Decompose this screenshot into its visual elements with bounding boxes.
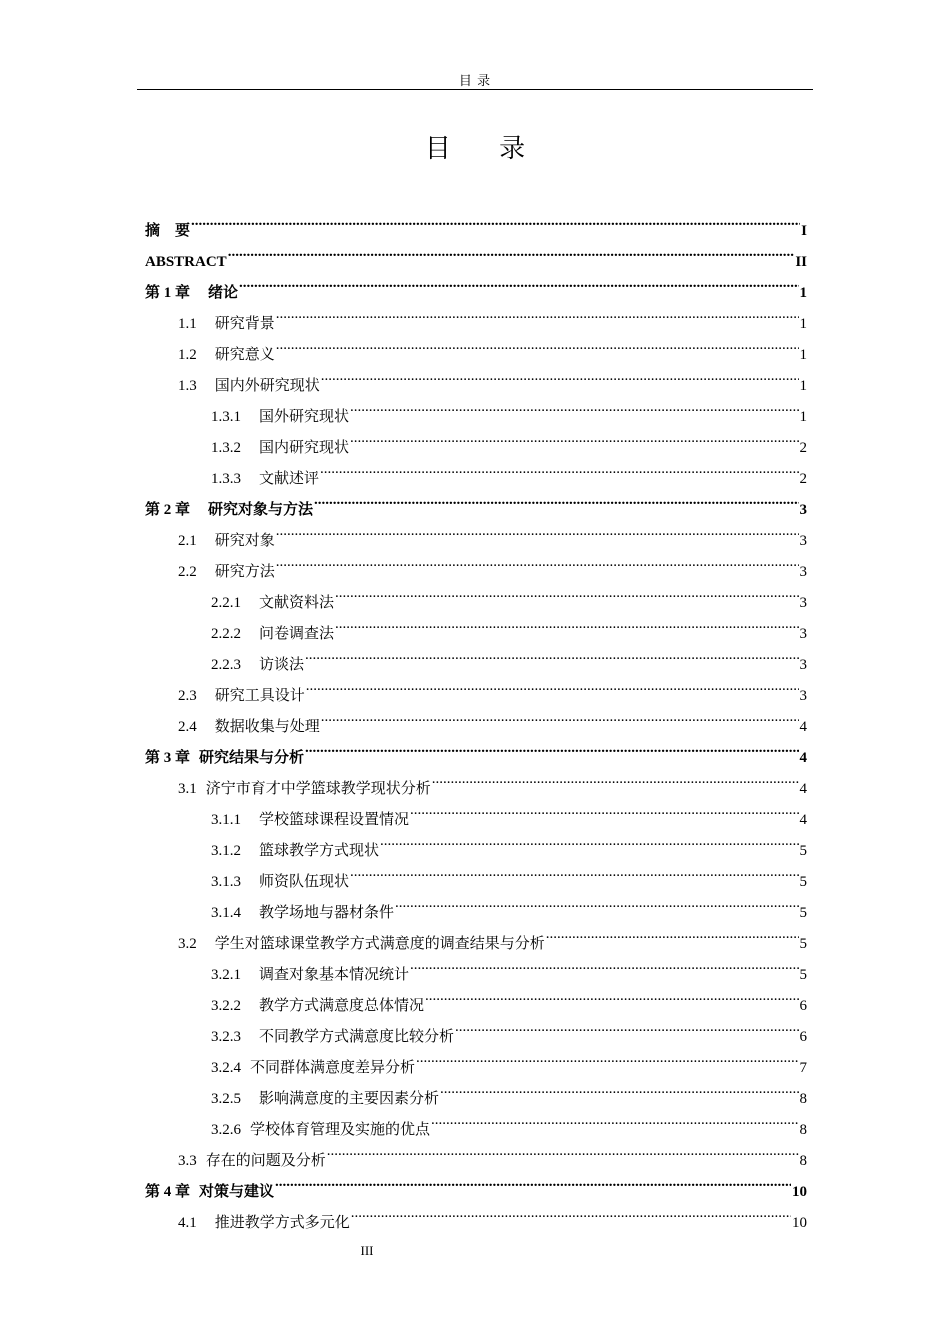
toc-entry-page: 2 <box>799 471 807 487</box>
toc-entry-title: 不同群体满意度差异分析 <box>250 1060 416 1076</box>
toc-entry-title: 文献述评 <box>259 471 320 487</box>
toc-entry-page: 7 <box>799 1060 807 1076</box>
toc-entry[interactable] <box>145 1134 807 1169</box>
toc-entry-number: 摘 要 <box>145 223 191 239</box>
toc-dot-leader <box>276 514 799 545</box>
toc-entry-number: 2.3 <box>178 688 197 704</box>
toc-entry[interactable] <box>145 483 807 518</box>
toc-entry[interactable] <box>145 266 807 301</box>
toc-entry-page: 2 <box>799 440 807 456</box>
toc-entry-page: 1 <box>799 378 807 394</box>
toc-entry-number: 3.2.3 <box>211 1029 241 1045</box>
toc-dot-leader <box>432 762 799 793</box>
toc-entry-title: 影响满意度的主要因素分析 <box>259 1091 440 1107</box>
toc-entry-number: 第 2 章 <box>145 502 191 518</box>
toc-entry-page: 1 <box>799 347 807 363</box>
toc-entry-page: 5 <box>799 905 807 921</box>
page-number: III <box>360 1243 374 1258</box>
toc-entry-number: 2.2.2 <box>211 626 241 642</box>
toc-dot-leader <box>228 235 795 266</box>
toc-entry[interactable] <box>145 886 807 921</box>
toc-entry-page: 8 <box>799 1122 807 1138</box>
toc-entry-page: 5 <box>799 936 807 952</box>
toc-entry[interactable] <box>145 607 807 642</box>
toc-entry-page: 3 <box>799 657 807 673</box>
toc-entry-title: 研究工具设计 <box>214 688 305 704</box>
toc-entry-page: 8 <box>799 1091 807 1107</box>
toc-dot-leader <box>335 576 798 607</box>
toc-dot-leader <box>350 390 798 421</box>
toc-entry-number: 3.1.3 <box>211 874 241 890</box>
toc-dot-leader <box>351 1196 791 1227</box>
toc-entry-number: 4.1 <box>178 1215 197 1231</box>
toc-dot-leader <box>314 483 798 514</box>
toc-dot-leader <box>276 297 799 328</box>
toc-entry-number: 2.2 <box>178 564 197 580</box>
toc-entry-page: 4 <box>799 812 807 828</box>
toc-entry-page: 4 <box>799 750 807 766</box>
toc-entry-page: 10 <box>792 1215 807 1231</box>
toc-entry-page: 1 <box>799 285 807 301</box>
toc-entry[interactable] <box>145 1041 807 1076</box>
table-of-contents <box>145 204 807 1231</box>
toc-entry[interactable] <box>145 297 807 332</box>
toc-entry-page: 3 <box>799 688 807 704</box>
toc-entry-title: 问卷调查法 <box>259 626 335 642</box>
toc-entry[interactable] <box>145 235 807 270</box>
toc-dot-leader <box>380 824 798 855</box>
toc-dot-leader <box>350 421 798 452</box>
toc-dot-leader <box>305 731 798 762</box>
toc-dot-leader <box>455 1010 798 1041</box>
toc-entry-number: 1.2 <box>178 347 197 363</box>
toc-entry[interactable] <box>145 1010 807 1045</box>
header-rule <box>137 89 813 90</box>
toc-dot-leader <box>431 1103 798 1134</box>
toc-dot-leader <box>321 359 799 390</box>
toc-entry-number: 1.3.2 <box>211 440 241 456</box>
toc-dot-leader <box>275 1165 791 1196</box>
toc-entry-title: 研究对象与方法 <box>208 502 314 518</box>
toc-entry-number: 3.1.1 <box>211 812 241 828</box>
toc-dot-leader <box>425 979 798 1010</box>
toc-entry-page: 3 <box>799 533 807 549</box>
toc-entry[interactable] <box>145 421 807 456</box>
toc-entry-number: 3.2.1 <box>211 967 241 983</box>
toc-dot-leader <box>410 948 798 979</box>
toc-dot-leader <box>305 638 798 669</box>
toc-entry-page: 8 <box>799 1153 807 1169</box>
toc-entry-number: 3.1.2 <box>211 843 241 859</box>
toc-dot-leader <box>306 669 799 700</box>
toc-entry-number: 3.2.4 <box>211 1060 241 1076</box>
toc-entry-title: 不同教学方式满意度比较分析 <box>259 1029 455 1045</box>
toc-entry-page: 6 <box>799 1029 807 1045</box>
toc-entry[interactable] <box>145 669 807 704</box>
toc-entry-title: 师资队伍现状 <box>259 874 350 890</box>
toc-entry-page: 3 <box>799 595 807 611</box>
toc-entry-number: 第 1 章 <box>145 285 191 301</box>
toc-entry-title: 存在的问题及分析 <box>205 1153 326 1169</box>
toc-entry-number: 2.1 <box>178 533 197 549</box>
toc-entry[interactable] <box>145 1072 807 1107</box>
page-title: 目 录 <box>424 134 546 164</box>
toc-entry-number: 2.2.3 <box>211 657 241 673</box>
toc-entry-page: 5 <box>799 967 807 983</box>
toc-entry[interactable] <box>145 204 807 239</box>
toc-dot-leader <box>327 1134 799 1165</box>
toc-entry-page: 10 <box>792 1184 807 1200</box>
toc-entry-number: ABSTRACT <box>145 254 227 270</box>
toc-entry-title: 研究方法 <box>214 564 275 580</box>
toc-entry-page: 6 <box>799 998 807 1014</box>
toc-entry-title: 济宁市育才中学篮球教学现状分析 <box>205 781 431 797</box>
toc-entry-number: 2.4 <box>178 719 197 735</box>
toc-entry-title: 教学场地与器材条件 <box>259 905 395 921</box>
toc-entry-page: 4 <box>799 781 807 797</box>
toc-entry-title: 数据收集与处理 <box>214 719 320 735</box>
toc-entry-title: 学校体育管理及实施的优点 <box>250 1122 431 1138</box>
toc-entry[interactable] <box>145 979 807 1014</box>
toc-entry-page: 1 <box>799 409 807 425</box>
toc-entry-title: 推进教学方式多元化 <box>214 1215 350 1231</box>
toc-entry-number: 3.2 <box>178 936 197 952</box>
toc-entry[interactable] <box>145 917 807 952</box>
toc-entry-title: 研究结果与分析 <box>199 750 305 766</box>
toc-entry[interactable] <box>145 1103 807 1138</box>
toc-entry-page: 3 <box>799 502 807 518</box>
toc-entry-title: 学校篮球课程设置情况 <box>259 812 410 828</box>
toc-entry-title: 篮球教学方式现状 <box>259 843 380 859</box>
running-header: 目 录 <box>458 73 492 88</box>
toc-entry-title: 绪论 <box>208 285 239 301</box>
toc-entry-title: 教学方式满意度总体情况 <box>259 998 425 1014</box>
toc-entry-number: 1.1 <box>178 316 197 332</box>
toc-entry-page: 5 <box>799 843 807 859</box>
toc-dot-leader <box>350 855 798 886</box>
toc-entry-number: 3.2.5 <box>211 1091 241 1107</box>
toc-entry-number: 第 4 章 <box>145 1184 191 1200</box>
toc-entry-title: 研究意义 <box>214 347 275 363</box>
toc-entry[interactable] <box>145 638 807 673</box>
toc-entry-title: 研究对象 <box>214 533 275 549</box>
toc-entry-number: 3.2.6 <box>211 1122 241 1138</box>
toc-entry-title: 国内研究现状 <box>259 440 350 456</box>
toc-entry-number: 3.1.4 <box>211 905 241 921</box>
toc-entry-number: 1.3 <box>178 378 197 394</box>
toc-dot-leader <box>276 328 799 359</box>
toc-entry-page: II <box>795 254 807 270</box>
toc-entry-title: 对策与建议 <box>199 1184 275 1200</box>
toc-entry-number: 1.3.1 <box>211 409 241 425</box>
toc-dot-leader <box>440 1072 798 1103</box>
toc-entry-title: 文献资料法 <box>259 595 335 611</box>
toc-entry-page: 3 <box>799 564 807 580</box>
toc-dot-leader <box>321 700 799 731</box>
toc-entry-page: 4 <box>799 719 807 735</box>
toc-entry-number: 第 3 章 <box>145 750 191 766</box>
toc-entry-title: 国内外研究现状 <box>214 378 320 394</box>
toc-entry-number: 3.3 <box>178 1153 197 1169</box>
toc-entry[interactable] <box>145 824 807 859</box>
toc-entry[interactable] <box>145 452 807 487</box>
toc-entry-title: 国外研究现状 <box>259 409 350 425</box>
toc-entry-page: I <box>801 223 807 239</box>
toc-dot-leader <box>416 1041 798 1072</box>
toc-dot-leader <box>239 266 798 297</box>
toc-dot-leader <box>191 204 800 235</box>
toc-entry-number: 3.1 <box>178 781 197 797</box>
toc-entry-title: 学生对篮球课堂教学方式满意度的调查结果与分析 <box>214 936 545 952</box>
toc-entry-title: 研究背景 <box>214 316 275 332</box>
toc-entry-title: 调查对象基本情况统计 <box>259 967 410 983</box>
toc-entry-number: 2.2.1 <box>211 595 241 611</box>
toc-dot-leader <box>276 545 799 576</box>
toc-entry-number: 3.2.2 <box>211 998 241 1014</box>
toc-entry-page: 5 <box>799 874 807 890</box>
toc-entry[interactable] <box>145 855 807 890</box>
toc-dot-leader <box>410 793 798 824</box>
toc-entry-number: 1.3.3 <box>211 471 241 487</box>
toc-dot-leader <box>335 607 798 638</box>
toc-dot-leader <box>546 917 799 948</box>
toc-entry-page: 1 <box>799 316 807 332</box>
toc-dot-leader <box>320 452 798 483</box>
toc-entry-page: 3 <box>799 626 807 642</box>
toc-dot-leader <box>395 886 798 917</box>
toc-entry-title: 访谈法 <box>259 657 305 673</box>
